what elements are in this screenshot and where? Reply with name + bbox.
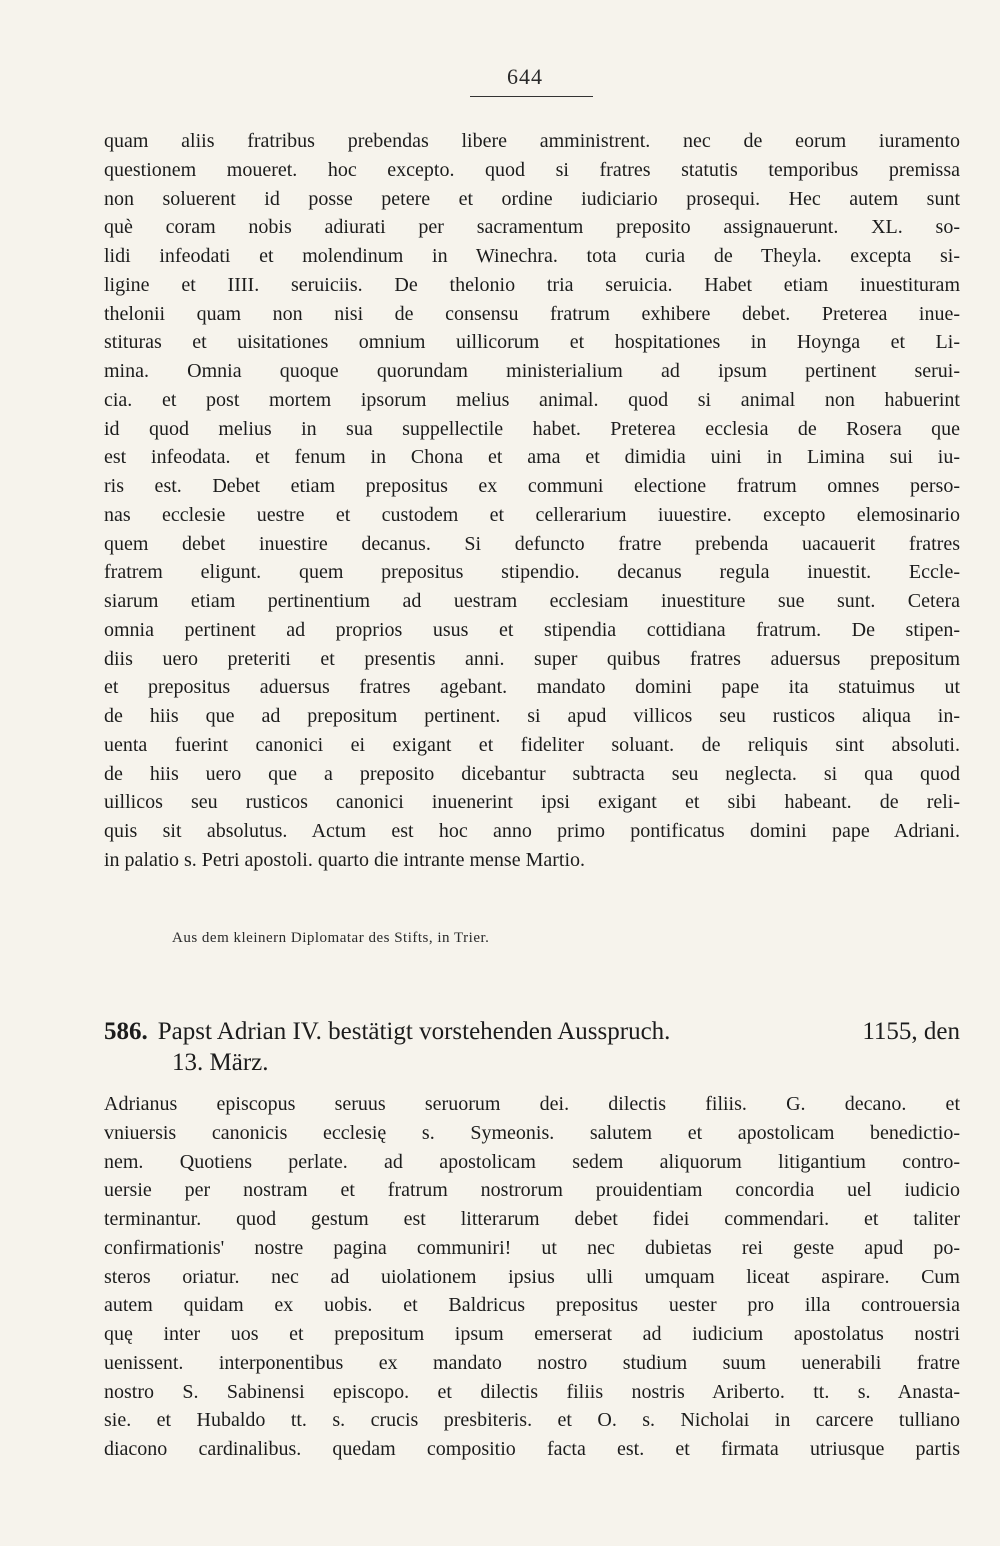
document-number: 586. [104,1018,148,1045]
text-line: Adrianus episcopus seruus seruorum dei. dilectis filiis. G. decano. et [104,1093,960,1115]
text-line: non soluerent id posse petere et ordine iudiciario prosequi. Hec autem sunt [104,187,960,210]
source-note: Aus dem kleinern Diplomatar des Stifts, in Trier. [172,930,490,946]
text-line: vniuersis canonicis ecclesię s. Symeonis. salutem et apostolicam benedictio- [104,1121,960,1144]
text-line: uenta fuerint canonici ei exigant et fideliter soluant. de reliquis sint absoluti. [104,733,960,756]
text-line: quis sit absolutus. Actum est hoc anno primo pontificatus domini pape Adriani. [104,820,960,842]
text-line: sie. et Hubaldo tt. s. crucis presbiteris. et O. s. Nicholai in carcere tulliano [104,1409,960,1432]
text-line: id quod melius in sua suppellectile habet. Preterea ecclesia de Rosera que [104,417,960,440]
text-line: cia. et post mortem ipsorum melius animal. quod si animal non habuerint [104,388,960,411]
text-line: stituras et uisitationes omnium uillicorum et hospitationes in Hoynga et Li- [104,331,960,354]
document-date: 13. März. [172,1049,269,1076]
document-title: Papst Adrian IV. bestätigt vorstehenden Ausspruch. [157,1018,671,1045]
text-line: questionem moueret. hoc excepto. quod si fratres statutis temporibus premissa [104,158,960,181]
text-line: de hiis que ad prepositum pertinent. si apud villicos seu rusticos aliqua in- [104,705,960,727]
text-line: què coram nobis adiurati per sacramentum preposito assignauerunt. XL. so- [104,216,960,239]
text-line: uillicos seu rusticos canonici inuenerint ipsi exigant et sibi habeant. de reli- [104,791,960,814]
second-text-block [104,1090,960,1464]
text-line: autem quidam ex uobis. et Baldricus prepositus uester pro illa controuersia [104,1294,960,1317]
text-line: ligine et IIII. seruiciis. De thelonio tria seruicia. Habet etiam inuestituram [104,273,960,296]
document-year: 1155, den [862,1018,960,1045]
text-line: omnia pertinent ad proprios usus et stipendia cottidiana fratrum. De stipen- [104,618,960,641]
header-rule [470,96,593,97]
text-line: nostro S. Sabinensi episcopo. et dilectis filiis nostris Ariberto. tt. s. Anasta- [104,1380,960,1403]
text-line: lidi infeodati et molendinum in Winechra. tota curia de Theyla. excepta si- [104,245,960,267]
heading-first-line [104,1016,960,1047]
text-line: uenissent. interponentibus ex mandato nostro studium suum uenerabili fratre [104,1351,960,1374]
first-text-block [104,127,960,875]
text-line: quam aliis fratribus prebendas libere amministrent. nec de eorum iuramento [104,130,960,152]
text-line: in palatio s. Petri apostoli. quarto die intrante mense Martio. [104,848,586,871]
text-line: uersie per nostram et fratrum nostrorum prouidentiam concordia uel iudicio [104,1179,960,1202]
text-line: mina. Omnia quoque quorundam ministerialium ad ipsum pertinent serui- [104,360,960,382]
text-line: de hiis uero que a preposito dicebantur subtracta seu neglecta. si qua quod [104,762,960,785]
text-line: nas ecclesie uestre et custodem et cellerarium iuuestire. excepto elemosinario [104,503,960,526]
text-line: fratrem eligunt. quem prepositus stipendio. decanus regula inuestit. Eccle- [104,561,960,584]
text-line: diacono cardinalibus. quedam compositio facta est. et firmata utriusque partis [104,1438,960,1460]
text-line: thelonii quam non nisi de consensu fratrum exhibere debet. Preterea inue- [104,302,960,325]
text-line: siarum etiam pertinentium ad uestram ecclesiam inuestiture sue sunt. Cetera [104,590,960,612]
text-line: terminantur. quod gestum est litterarum debet fidei commendari. et taliter [104,1208,960,1230]
page-number: 644 [507,64,543,89]
text-line: diis uero preteriti et presentis anni. super quibus fratres aduersus prepositum [104,647,960,670]
text-line: quem debet inuestire decanus. Si defuncto fratre prebenda uacauerit fratres [104,532,960,555]
document-heading [104,1016,960,1078]
text-line: quę inter uos et prepositum ipsum emerserat ad iudicium apostolatus nostri [104,1323,960,1345]
text-line: est infeodata. et fenum in Chona et ama et dimidia uini in Limina sui iu- [104,446,960,469]
text-line: ris est. Debet etiam prepositus ex communi electione fratrum omnes perso- [104,475,960,497]
text-line: et prepositus aduersus fratres agebant. mandato domini pape ita statuimus ut [104,676,960,699]
text-line: steros oriatur. nec ad uiolationem ipsius ulli umquam liceat aspirare. Cum [104,1265,960,1288]
text-line: nem. Quotiens perlate. ad apostolicam sedem aliquorum litigantium contro- [104,1150,960,1173]
text-line: confirmationis' nostre pagina communiri! ut nec dubietas rei geste apud po- [104,1236,960,1259]
